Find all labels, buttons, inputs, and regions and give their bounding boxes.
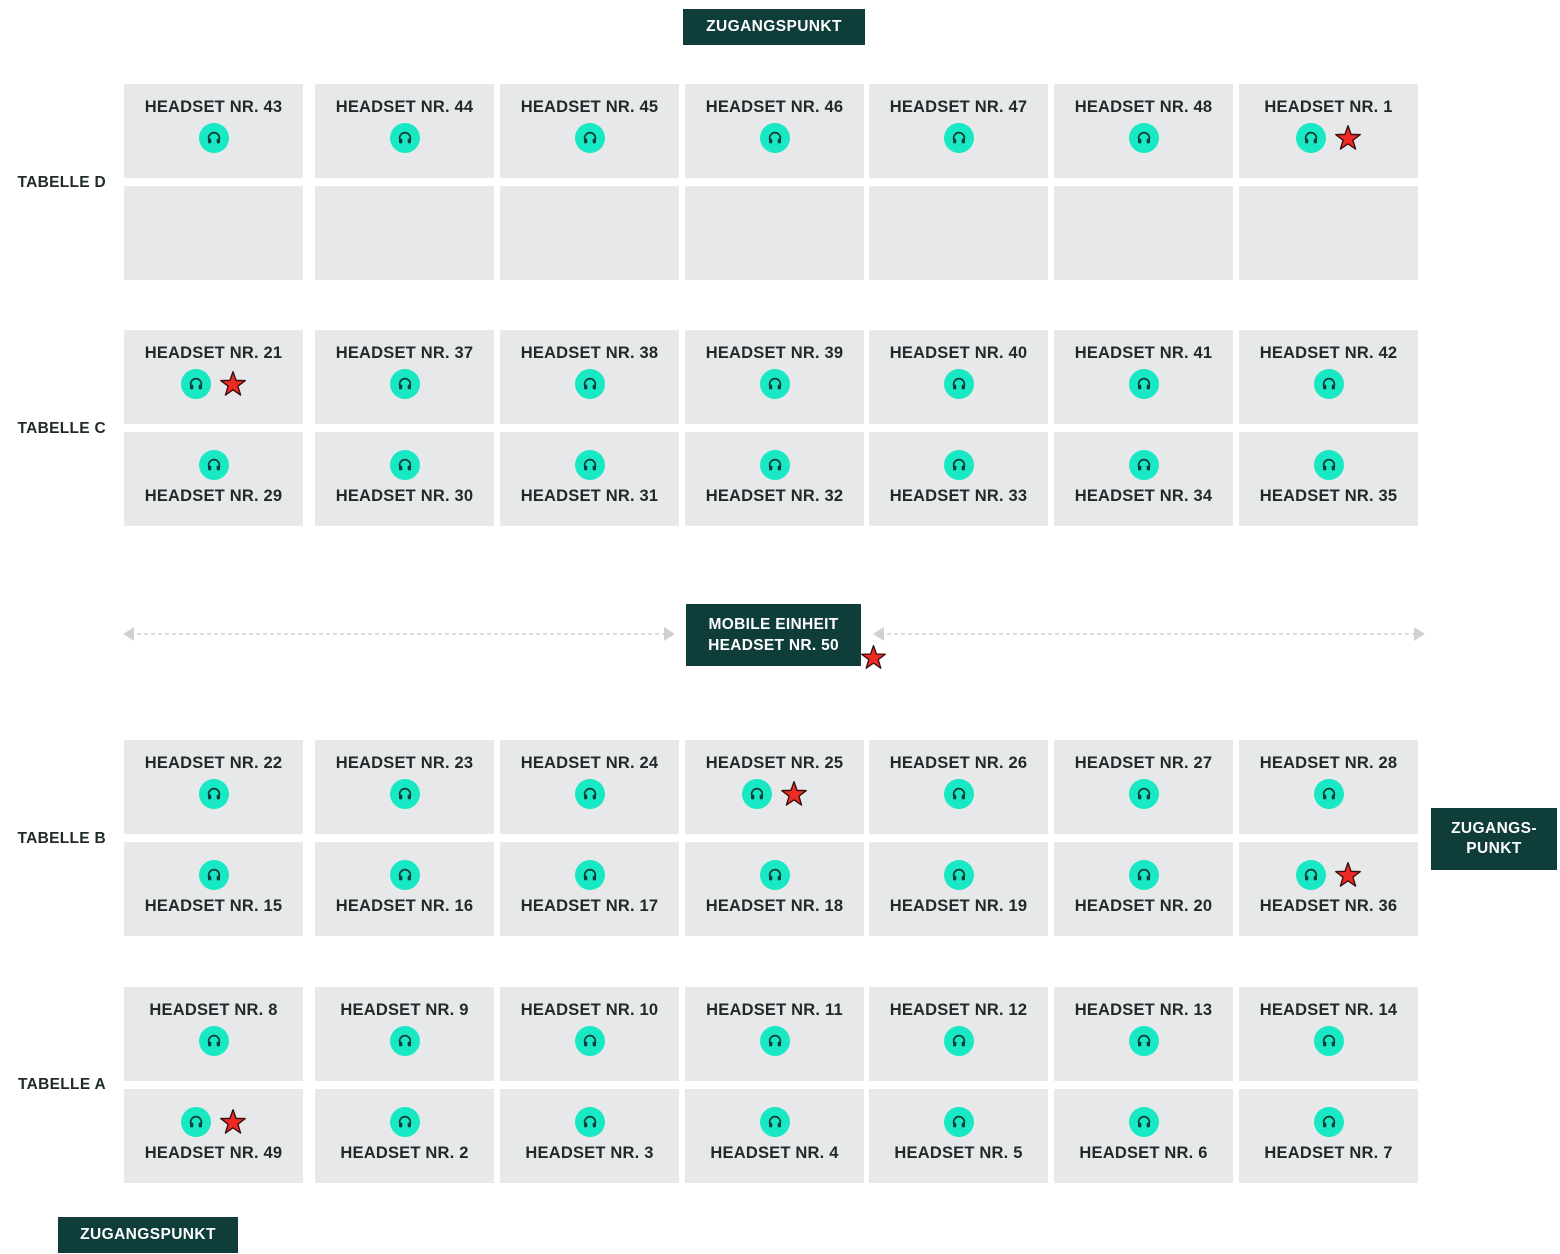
seat-cell <box>869 432 1048 526</box>
headset-label: HEADSET NR. 46 <box>705 98 844 116</box>
headset-label: HEADSET NR. 34 <box>1074 487 1213 505</box>
empty-seat-cell <box>685 186 864 280</box>
headset-label: HEADSET NR. 8 <box>149 1001 278 1019</box>
seat-cell <box>124 740 303 834</box>
seat-cell <box>685 432 864 526</box>
seat-cell <box>315 432 494 526</box>
seat-icons <box>742 778 808 810</box>
headset-label: HEADSET NR. 39 <box>705 344 844 362</box>
seat-cell <box>124 1089 303 1183</box>
seat-cell <box>315 84 494 178</box>
seat-cell <box>869 987 1048 1081</box>
seat-cell <box>124 84 303 178</box>
seat-icons <box>1314 778 1344 810</box>
seat-cell <box>315 842 494 936</box>
seat-icons <box>575 778 605 810</box>
arrow-head-left-inner <box>664 627 675 641</box>
headset-label: HEADSET NR. 14 <box>1259 1001 1398 1019</box>
headset-icon <box>199 1026 229 1056</box>
headset-icon <box>390 369 420 399</box>
seat-icons <box>760 1025 790 1057</box>
star-icon <box>219 1108 247 1136</box>
headset-icon <box>944 123 974 153</box>
seat-icons <box>1314 1025 1344 1057</box>
seat-icons <box>390 122 420 154</box>
seat-icons <box>1314 449 1344 481</box>
access-point-top-label: ZUGANGSPUNKT <box>706 18 842 35</box>
seat-cell <box>500 842 679 936</box>
headset-label: HEADSET NR. 20 <box>1074 897 1213 915</box>
seat-icons <box>760 368 790 400</box>
headset-icon <box>944 450 974 480</box>
headset-icon <box>1314 369 1344 399</box>
seat-icons <box>199 449 229 481</box>
seat-icons <box>1129 859 1159 891</box>
seat-cell <box>315 740 494 834</box>
seat-icons <box>575 1106 605 1138</box>
headset-label: HEADSET NR. 27 <box>1074 754 1213 772</box>
seat-icons <box>944 1025 974 1057</box>
seat-cell <box>315 330 494 424</box>
seat-icons <box>390 778 420 810</box>
headset-label: HEADSET NR. 18 <box>705 897 844 915</box>
seat-icons <box>575 368 605 400</box>
arrow-head-left-outer <box>123 627 134 641</box>
headset-icon <box>390 450 420 480</box>
seat-icons <box>575 449 605 481</box>
headset-icon <box>760 369 790 399</box>
table-label: TABELLE D <box>17 174 106 191</box>
seat-cell <box>500 330 679 424</box>
seat-icons <box>181 1106 247 1138</box>
seat-cell <box>124 432 303 526</box>
empty-seat-cell <box>869 186 1048 280</box>
seat-cell <box>1054 987 1233 1081</box>
headset-label: HEADSET NR. 5 <box>894 1144 1023 1162</box>
mobile-unit-star-icon <box>860 644 887 671</box>
headset-label: HEADSET NR. 13 <box>1074 1001 1213 1019</box>
seat-icons <box>199 1025 229 1057</box>
headset-label: HEADSET NR. 23 <box>335 754 474 772</box>
arrow-head-right-outer <box>1414 627 1425 641</box>
table-label: TABELLE B <box>17 830 106 847</box>
seat-icons <box>944 778 974 810</box>
seat-cell <box>124 330 303 424</box>
headset-icon <box>1129 1107 1159 1137</box>
headset-label: HEADSET NR. 29 <box>144 487 283 505</box>
headset-icon <box>1314 1107 1344 1137</box>
seat-cell <box>869 740 1048 834</box>
headset-label: HEADSET NR. 36 <box>1259 897 1398 915</box>
seat-icons <box>944 368 974 400</box>
headset-label: HEADSET NR. 38 <box>520 344 659 362</box>
headset-label: HEADSET NR. 2 <box>340 1144 469 1162</box>
seat-cell <box>1239 842 1418 936</box>
headset-icon <box>760 450 790 480</box>
seat-icons <box>181 368 247 400</box>
empty-seat-cell <box>1239 186 1418 280</box>
headset-icon <box>1129 450 1159 480</box>
access-point-right-line1: ZUGANGS- <box>1451 820 1537 837</box>
star-icon <box>1334 124 1362 152</box>
seat-icons <box>575 1025 605 1057</box>
seat-cell <box>1054 432 1233 526</box>
headset-icon <box>199 123 229 153</box>
headset-label: HEADSET NR. 16 <box>335 897 474 915</box>
headset-label: HEADSET NR. 30 <box>335 487 474 505</box>
seat-icons <box>1296 122 1362 154</box>
table-label: TABELLE C <box>17 420 106 437</box>
headset-icon <box>575 779 605 809</box>
seat-cell <box>685 330 864 424</box>
seat-icons <box>575 122 605 154</box>
headset-icon <box>1296 123 1326 153</box>
headset-icon <box>390 123 420 153</box>
headset-label: HEADSET NR. 6 <box>1079 1144 1208 1162</box>
headset-icon <box>575 369 605 399</box>
star-icon <box>1334 861 1362 889</box>
seat-icons <box>1296 859 1362 891</box>
headset-label: HEADSET NR. 37 <box>335 344 474 362</box>
seat-cell <box>685 987 864 1081</box>
empty-seat-cell <box>124 186 303 280</box>
headset-label: HEADSET NR. 25 <box>705 754 844 772</box>
seat-icons <box>760 122 790 154</box>
headset-label: HEADSET NR. 47 <box>889 98 1028 116</box>
seat-cell <box>1054 330 1233 424</box>
headset-icon <box>390 860 420 890</box>
seat-icons <box>390 1106 420 1138</box>
headset-label: HEADSET NR. 17 <box>520 897 659 915</box>
headset-label: HEADSET NR. 11 <box>706 1001 843 1019</box>
headset-label: HEADSET NR. 9 <box>340 1001 469 1019</box>
seat-icons <box>944 1106 974 1138</box>
headset-label: HEADSET NR. 12 <box>889 1001 1028 1019</box>
seat-icons <box>760 1106 790 1138</box>
headset-label: HEADSET NR. 42 <box>1259 344 1398 362</box>
headset-icon <box>944 779 974 809</box>
headset-icon <box>575 1026 605 1056</box>
seat-cell <box>1239 740 1418 834</box>
mobile-unit <box>686 604 861 666</box>
seat-cell <box>1239 84 1418 178</box>
access-point-right-line2: PUNKT <box>1466 840 1522 857</box>
star-icon <box>780 780 808 808</box>
headset-label: HEADSET NR. 3 <box>525 1144 654 1162</box>
seat-icons <box>944 449 974 481</box>
headset-label: HEADSET NR. 19 <box>889 897 1028 915</box>
headset-icon <box>760 123 790 153</box>
seat-icons <box>1129 368 1159 400</box>
headset-label: HEADSET NR. 45 <box>520 98 659 116</box>
headset-icon <box>390 1107 420 1137</box>
seat-cell <box>500 740 679 834</box>
headset-icon <box>181 369 211 399</box>
headset-icon <box>742 779 772 809</box>
seat-icons <box>1129 1106 1159 1138</box>
headset-icon <box>1129 123 1159 153</box>
seat-cell <box>1239 432 1418 526</box>
seat-cell <box>1239 1089 1418 1183</box>
headset-label: HEADSET NR. 10 <box>520 1001 659 1019</box>
headset-label: HEADSET NR. 40 <box>889 344 1028 362</box>
seat-icons <box>199 778 229 810</box>
headset-icon <box>1129 1026 1159 1056</box>
headset-icon <box>575 123 605 153</box>
seat-cell <box>1239 330 1418 424</box>
seat-cell <box>1054 1089 1233 1183</box>
seat-cell <box>869 842 1048 936</box>
headset-label: HEADSET NR. 44 <box>335 98 474 116</box>
headset-icon <box>575 450 605 480</box>
empty-seat-cell <box>500 186 679 280</box>
seat-cell <box>685 1089 864 1183</box>
headset-icon <box>760 1026 790 1056</box>
seat-icons <box>390 859 420 891</box>
headset-icon <box>944 860 974 890</box>
headset-icon <box>944 1107 974 1137</box>
seat-cell <box>500 432 679 526</box>
headset-label: HEADSET NR. 32 <box>705 487 844 505</box>
seat-cell <box>1054 740 1233 834</box>
seat-cell <box>869 84 1048 178</box>
seat-icons <box>944 122 974 154</box>
mobile-unit-line1: MOBILE EINHEIT <box>708 616 839 633</box>
seat-icons <box>1129 778 1159 810</box>
headset-icon <box>199 860 229 890</box>
headset-label: HEADSET NR. 21 <box>144 344 283 362</box>
headset-icon <box>1314 1026 1344 1056</box>
empty-seat-cell <box>315 186 494 280</box>
seat-icons <box>390 449 420 481</box>
headset-label: HEADSET NR. 7 <box>1264 1144 1393 1162</box>
seat-cell <box>1054 84 1233 178</box>
headset-label: HEADSET NR. 33 <box>889 487 1028 505</box>
seat-icons <box>760 859 790 891</box>
headset-icon <box>1129 779 1159 809</box>
headset-icon <box>1129 860 1159 890</box>
headset-label: HEADSET NR. 41 <box>1074 344 1213 362</box>
seat-icons <box>1129 449 1159 481</box>
seat-icons <box>390 1025 420 1057</box>
empty-seat-cell <box>1054 186 1233 280</box>
headset-label: HEADSET NR. 15 <box>144 897 283 915</box>
mobile-unit-line2: HEADSET NR. 50 <box>708 637 839 654</box>
headset-icon <box>760 860 790 890</box>
headset-icon <box>390 779 420 809</box>
seat-icons <box>760 449 790 481</box>
headset-icon <box>199 779 229 809</box>
seat-icons <box>199 859 229 891</box>
seat-icons <box>1129 1025 1159 1057</box>
headset-label: HEADSET NR. 28 <box>1259 754 1398 772</box>
seat-cell <box>1239 987 1418 1081</box>
seat-icons <box>390 368 420 400</box>
seat-cell <box>500 1089 679 1183</box>
headset-label: HEADSET NR. 1 <box>1264 98 1393 116</box>
headset-label: HEADSET NR. 35 <box>1259 487 1398 505</box>
headset-label: HEADSET NR. 24 <box>520 754 659 772</box>
seat-cell <box>315 1089 494 1183</box>
headset-icon <box>181 1107 211 1137</box>
table-label: TABELLE A <box>18 1076 106 1093</box>
seat-cell <box>315 987 494 1081</box>
headset-icon <box>760 1107 790 1137</box>
seat-cell <box>500 84 679 178</box>
headset-icon <box>944 1026 974 1056</box>
seat-cell <box>869 330 1048 424</box>
seat-cell <box>124 842 303 936</box>
headset-label: HEADSET NR. 49 <box>144 1144 283 1162</box>
arrow-head-right-inner <box>873 627 884 641</box>
headset-label: HEADSET NR. 22 <box>144 754 283 772</box>
access-point-bottom-label: ZUGANGSPUNKT <box>80 1226 216 1243</box>
headset-icon <box>1296 860 1326 890</box>
seat-icons <box>575 859 605 891</box>
headset-label: HEADSET NR. 26 <box>889 754 1028 772</box>
seat-icons <box>944 859 974 891</box>
star-icon <box>219 370 247 398</box>
headset-label: HEADSET NR. 4 <box>710 1144 839 1162</box>
headset-label: HEADSET NR. 43 <box>144 98 283 116</box>
seat-cell <box>1054 842 1233 936</box>
seat-icons <box>1129 122 1159 154</box>
seat-cell <box>869 1089 1048 1183</box>
headset-icon <box>575 860 605 890</box>
headset-icon <box>944 369 974 399</box>
headset-icon <box>390 1026 420 1056</box>
headset-label: HEADSET NR. 31 <box>520 487 659 505</box>
headset-icon <box>199 450 229 480</box>
seat-icons <box>1314 368 1344 400</box>
headset-icon <box>1314 779 1344 809</box>
headset-icon <box>575 1107 605 1137</box>
seat-cell <box>685 740 864 834</box>
headset-icon <box>1129 369 1159 399</box>
headset-icon <box>1314 450 1344 480</box>
seat-cell <box>685 84 864 178</box>
headset-label: HEADSET NR. 48 <box>1074 98 1213 116</box>
seat-icons <box>1314 1106 1344 1138</box>
seat-cell <box>124 987 303 1081</box>
seat-icons <box>199 122 229 154</box>
seat-cell <box>500 987 679 1081</box>
seat-cell <box>685 842 864 936</box>
